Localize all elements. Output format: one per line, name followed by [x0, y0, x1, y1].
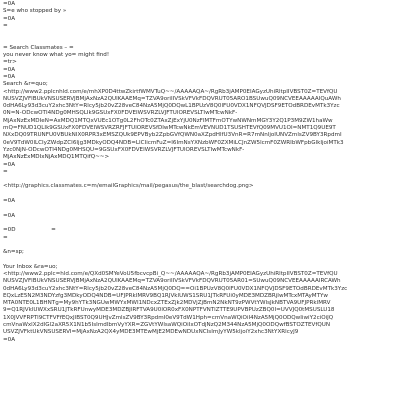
- document-line: 0dHA6Ly93d3cuY2xhc3NtY=Rlcy5jb20vZ28veC84NzA5MjQ0DQ==Oi1BPUzV8Q0lFU0VDX1NFQVJDSF9ETOdBRDEvMTk3Yzc: [3, 285, 348, 292]
- document-line: =: [3, 234, 8, 241]
- document-line: =0A: [3, 161, 16, 168]
- document-line: NUSVZJVFlBUkVNSUSERVJBMjAxNzA2QUlKAAEMq=TZVA9oriIIVSkVFVkFDQVRUT05AR01=SUwuQ09NCVEEAAAAAIRCAWh: [3, 278, 341, 285]
- document-line: Search &r=quo;: [3, 81, 48, 88]
- document-line: =0A: [3, 15, 16, 22]
- document-line: S=e who stopped by »: [3, 8, 67, 15]
- document-line: =0A: [3, 1, 16, 7]
- document-line: =0A: [3, 212, 16, 219]
- document-line: you never know what yo= might find!: [3, 52, 110, 59]
- document-line: &n=sp;: [3, 249, 24, 256]
- document-line: Yzc0NjN-ODcwOTI4NDg0MHSQU=9GSUxFX0FDVEIWSVRZLVJFTUlOREVSLTIwMTcwNkF-: [3, 146, 245, 153]
- document-line: =: [3, 168, 8, 175]
- document-line: =0A: [3, 66, 16, 73]
- tracking-link-line[interactable]: <http://www2.pplc=hld.com/e/QXd0SMYeVoU5fbcvcpBi_Q~~/AAAAAQA~/RgRb3jAMP0EIAGyzUhiRltpIIVBST0Z=TEVfQU: [3, 270, 338, 277]
- document-line: USVZJVFktUkVNSUSERVI=MjAxNzA2QX4yMDE3MTEwMjE2MDEwNDUxNCIsImJyYW5kIjoiY2xhc3NtYXRlcyJ9: [3, 329, 299, 336]
- document-line: =: [3, 22, 8, 29]
- document-line: =0A: [3, 336, 16, 343]
- document-line: 9=Q1RJVklUWXxSRU1JTkRFUnwyMDE3MDZBJlRFTVA9U0lOR0xFX0NPTFVNTiZTTE9UPVBPUzZBQ0I=UVVJQ0tMSUSLU18: [3, 307, 335, 314]
- tracking-link-line[interactable]: <http://www2.pplcnhld.com/e/mhXP0D4ttwZkirtfWMVTuQ~~/AAAAAQA~/RgRb3jAMP0EIAGyzUhiRltpIIVBST0Z=TEVfQU: [3, 88, 338, 95]
- document-line: [3, 191, 400, 198]
- document-line: = Search Classmates – =: [3, 44, 74, 51]
- document-line: [3, 220, 400, 227]
- document-line: [3, 256, 400, 263]
- document-line: =tr>: [3, 59, 17, 66]
- document-line: =0A: [3, 73, 16, 80]
- document-line: Your Inbox &ra=uo;: [3, 263, 58, 270]
- document-line: [3, 37, 400, 44]
- document-line: [3, 30, 400, 37]
- document-line: [3, 242, 400, 249]
- document-line: NUSVZJVFlBUkVNSUSERVJBMjAxNzA2QUlKAAEMq=TZVA9oriIIVSkVFVkFDQVRUT05ARO1BSUwuQ09NCVEEAAAAAIQuAWh: [3, 95, 341, 102]
- document-line: 0eV9TdW0lLCIyZWdpZCI6Ijg3MDkyODQ4NDB=LICIicmFuZ=I6ImNsYXNzbWF0ZXMiLCJnZW5lcmF0ZWRIbWFpbGlkIjoiMTk3: [3, 139, 344, 146]
- tracking-link-line[interactable]: <http://graphics.classmates.c=m/emailGraphics/mail/pegasus/the_blast/searchdog.png>: [3, 183, 254, 190]
- document-line: MTA0NTE0L1BHNTg=My9hYTk3NGUwMWYxMWI1NDcxZTExZjk2MDVjZjBmN2NkNT9zPWVtYWlsJkNBTVA9UFJPRklMRV: [3, 300, 331, 307]
- document-line: 1X0JVVFRPTl9CTFVFfEQxJlBST0Q9UHJvZmlsZV9BY3RpdmI0eV9TdW1Hph=cmVnaWQiOiI4NzA5MjQ0ODQwIiwiY2ciOiJQ: [3, 314, 334, 321]
- document-line: MjAxNzExMDIeN=AxMDQ1MTQxVUEc1OTg0L2FhOTc0ZTAxZjExYjU0NzFlMTFmOTYwNWNmMGY3Y2Q1P3M9ZW1haWw: [3, 117, 333, 124]
- document-line: NXxDQ09TRUNFU0VBUkNIX0RPR3xEMSZQUk9EPVByb2ZpbGVfQWN0aXZpdHlfU3VnR=R7mNnljoIUNVZmlsZV9BY3RpdmI: [3, 132, 342, 139]
- document-line: [3, 176, 400, 183]
- document-line: =0A: [3, 198, 16, 205]
- document-line: 0N=N-ODcwOTI4NDg0MHSQLIk9GSUxFX0FDVEIWSVRZLVJFTUlOREVSLTIwMTcwNkF-: [3, 110, 238, 117]
- document-line: =0D =: [3, 227, 56, 234]
- document-line: mQ=FNUD1QLIk9GSUxFX0FDVEIWSVRZRFJFTUlOREVSfDIwMTcwNkEmVEVNUD1TSUSHTEVfQ09MVU1OI=NMT1Q9UE9T: [3, 125, 336, 132]
- document-line: [3, 205, 400, 212]
- document-line: cmVnaWxlX2dlGl2aXR5X1N1b5IsImdlbmVyYXR=ZGVtYWlsaWQiOiIxOTdjNzQ2M344NzA5MjQ0ODQwfBSTOZTEVfQUN: [3, 322, 331, 329]
- document-line: EQxLzE5N2M3NDYzfg3MDkyODQ4NDB=UFJPRklMRV9BQ1RJVklUWS1SRU1JTkRFUi0yMDE3MDZBRjIwMTcxMTAyMTYw: [3, 292, 328, 299]
- document-line: 0dHA6Ly93d3cuY2xhc3NtY=Rlcy5jb20vZ28veC84NzA5MjQ0DQwL1BPUzV8Q0lFU0VDX1NFQVJDSF9ETOdBRDEvMTk3Yzc: [3, 103, 340, 110]
- document-line: MjAxNzExMDIxNjAxMDQ1MTQifQ~~>: [3, 154, 110, 161]
